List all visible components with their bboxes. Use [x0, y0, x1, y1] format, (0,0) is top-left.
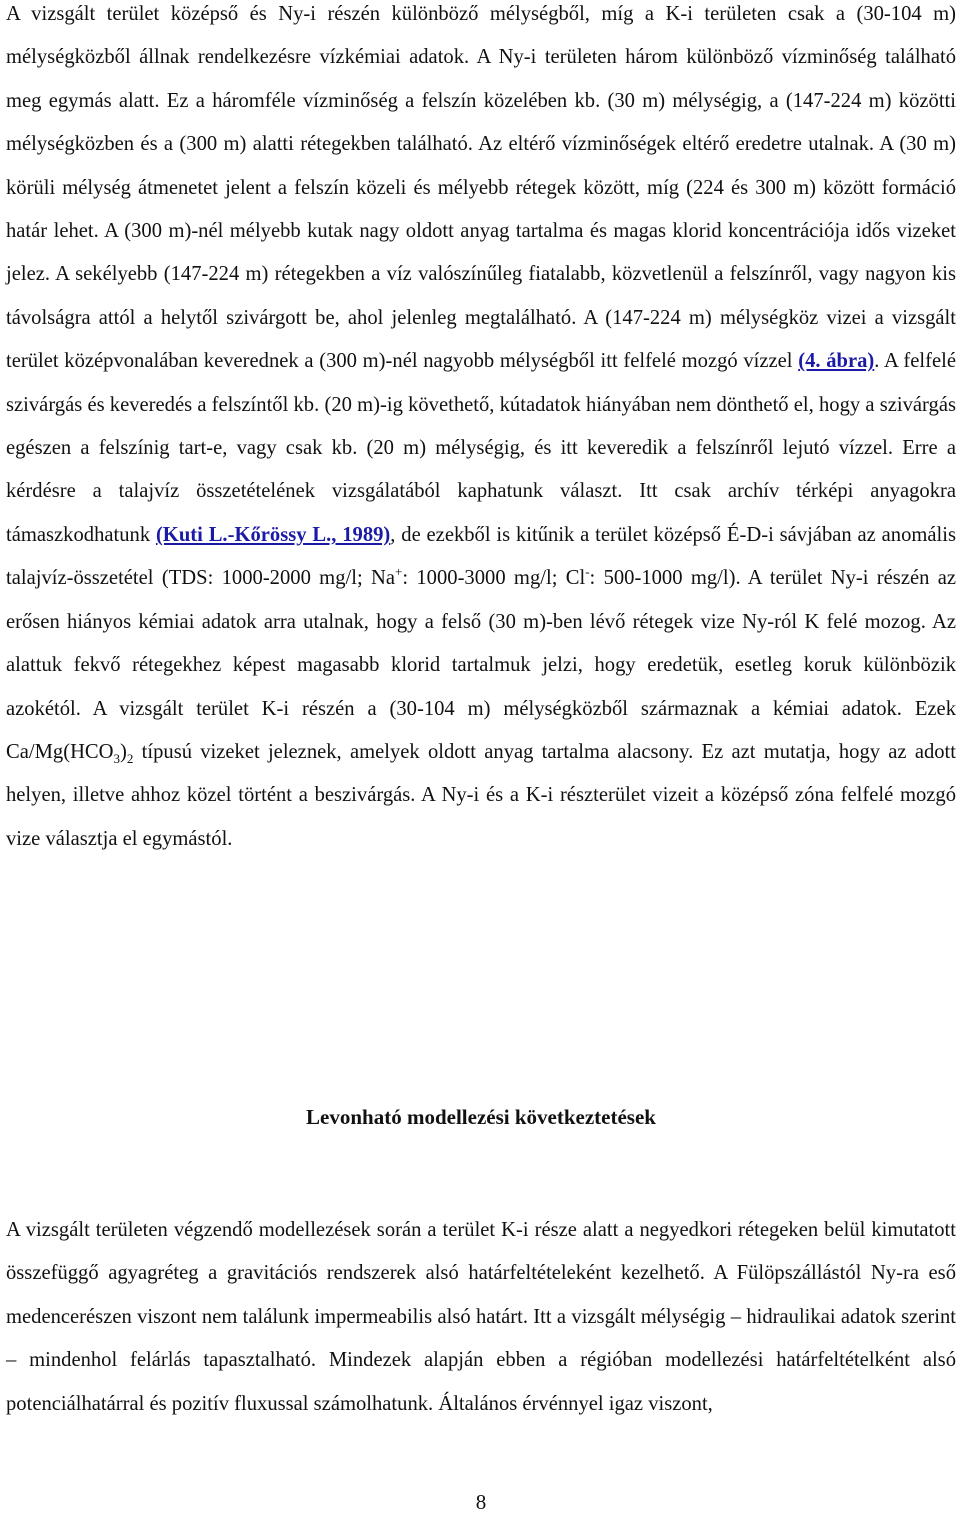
para1-text-2: . A felfelé szivárgás és keveredés a felszíntől kb. (20 m)-ig követhető, kútadatok hiányában nem dönthető el, hogy a szivárgás egészen a felszínig tart-e, vagy csak kb. (20 m) mélységig, és itt keveredik a felszínről lejutó vízzel. Erre a kérdésre a talajvíz összetételének vizsgálatából kaphatunk választ. Itt csak archív térképi anyagokra támaszkodhatunk	[6, 350, 956, 546]
para1-text-6: )	[120, 740, 127, 763]
para1-text-5: : 500-1000 mg/l). A terület Ny-i részén az erősen hiányos kémiai adatok arra utalnak, hogy a felső (30 m)-ben lévő rétegek vize Ny-ról K felé mozog. Az alattuk fekvő rétegekhez képest magasabb klorid tartalmuk jelzi, hogy eredetük, esetleg koruk különbözik azokétól. A vizsgált terület K-i részén a (30-104 m) mélységközből származnak a kémiai adatok. Ezek Ca/Mg(HCO	[6, 567, 956, 763]
para1-text-7: típusú vizeket jeleznek, amelyek oldott anyag tartalma alacsony. Ez azt mutatja, hogy az adott helyen, illetve ahhoz közel történt a beszivárgás. A Ny-i és a K-i részterület vizeit a középső zóna felfelé mozgó vize választja el egymástól.	[6, 740, 956, 850]
sodium-charge-superscript: +	[395, 564, 403, 580]
page-number: 8	[475, 1490, 487, 1514]
para1-text-4: : 1000-3000 mg/l; Cl	[402, 567, 586, 590]
section-heading: Levonható modellezési következtetések	[306, 1105, 656, 1129]
figure-4-link[interactable]: (4. ábra)	[798, 350, 875, 373]
para1-text-1: A vizsgált terület középső és Ny-i részén különböző mélységből, míg a K-i területen csak a (30-104 m) mélységközből állnak rendelkezésre vízkémiai adatok. A Ny-i területen három különböző vízminőség található meg egymás alatt. Ez a háromféle vízminőség a felszín közelében kb. (30 m) mélységig, a (147-224 m) közötti mélységközben és a (300 m) alatti rétegekben található. Az eltérő vízminőségek eltérő eredetre utalnak. A (30 m) körüli mélység átmenetet jelent a felszín közeli és mélyebb rétegek között, míg (224 és 300 m) között formáció határ lehet. A (300 m)-nél mélyebb kutak nagy oldott anyag tartalma és magas klorid koncentrációja idős vizeket jelez. A sekélyebb (147-224 m) rétegekben a víz valószínűleg fiatalabb, közvetlenül a felszínről, vagy nagyon kis távolságra attól a helytől szivárgott be, ahol jelenleg megtalálható. A (147-224 m) mélységköz vizei a vizsgált terület középvonalában keverednek a (300 m)-nél nagyobb mélységből itt felfelé mozgó vízzel	[6, 3, 956, 373]
para1-text-3: , de ezekből is kitűnik a terület középső É-D-i sávjában az anomális talajvíz-összetétel (TDS: 1000-2000 mg/l; Na	[6, 523, 956, 590]
citation-kuti-korossy-link[interactable]: (Kuti L.-Kőrössy L., 1989)	[155, 523, 391, 546]
formula-subscript-2: 2	[126, 751, 134, 767]
body-paragraph-2: A vizsgált területen végzendő modellezések során a terület K-i része alatt a negyedkori rétegeken belül kimutatott összefüggő agyagréteg a gravitációs rendszerek alsó határfeltételeként kezelhető. A Fülöpszállástól Ny-ra eső medencerészen viszont nem találunk impermeabilis alsó határt. Itt a vizsgált mélységig – hidraulikai adatok szerint – mindenhol felárlás tapasztalható. Mindezek alapján ebben a régióban modellezési határfeltételként alsó potenciálhatárral és pozitív fluxussal számolhatunk. Általános érvénnyel igaz viszont,	[6, 1219, 956, 1415]
hco3-subscript: 3	[113, 751, 121, 767]
body-paragraph-1	[6, 0, 956, 861]
chloride-charge-superscript: -	[585, 564, 590, 580]
